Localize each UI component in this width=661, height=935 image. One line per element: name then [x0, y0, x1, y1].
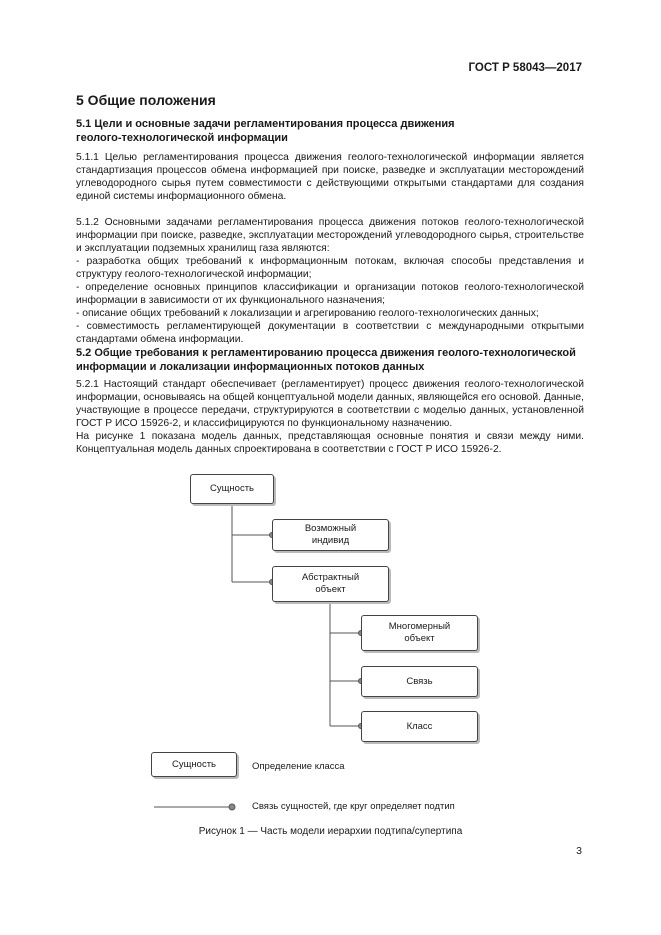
legend-entity-box: Сущность — [151, 752, 237, 777]
legend-connector-dot — [229, 804, 235, 810]
section-5-title: 5 Общие положения — [76, 92, 216, 108]
paragraph-5-1-1-text: 5.1.1 Целью регламентирования процесса движения геолого-технологической информации является стандартизация процессов обмена информацией при поиске, разведке и эксплуатации месторождений углеводородного сырья путем совместимости с действующими открытыми стандартами для создания единой системы информационного обмена. — [76, 152, 584, 202]
paragraph-figure-ref: На рисунке 1 показана модель данных, представляющая основные понятия и связи между ними. Концептуальная модель данных спроектирована в соответствии с ГОСТ Р ИСО 15926-2. — [76, 431, 584, 455]
paragraph-5-2-1: 5.2.1 Настоящий стандарт обеспечивает (регламентирует) процесс движения геолого-технологической информации, основываясь на общей концептуальной модели данных, являющейся его основой. Данные, участвующие в процессе передачи, структурируются в соответствии с моделью данных, установленной ГОСТ Р ИСО 15926-2, и классифицируются по функциональному назначению. — [76, 379, 584, 429]
possible-individual-line2: индивид — [311, 535, 350, 546]
entity-box-possible-individual — [272, 519, 389, 551]
entity-box-abstract-object — [272, 566, 389, 602]
figure-caption: Рисунок 1 — Часть модели иерархии подтипа/супертипа — [198, 826, 463, 837]
legend-connector-description: Связь сущностей, где круг определяет подтип — [252, 801, 455, 812]
multi-object-line2: объект — [404, 633, 435, 644]
multi-object-line1: Многомерный — [388, 621, 451, 632]
abstract-object-line1: Абстрактный — [301, 572, 360, 583]
section-5-2-title-line2: информации и локализации информационных потоков данных — [76, 361, 425, 373]
bullet-3: - описание общих требований к локализации и агрегированию геолого-технологических данных; — [76, 308, 539, 319]
paragraph-5-1-2: 5.1.2 Основными задачами регламентирования процесса движения потоков геолого-технологической информации при поиске, разведке, эксплуатации месторождений углеводородного сырья, строительстве и эксплуатации подземных хранилищ газа являются: — [76, 217, 584, 254]
section-5-2-title-line1: 5.2 Общие требования к регламентированию процесса движения геолого-технологической — [76, 347, 576, 359]
entity-box-relation: Связь — [361, 666, 478, 697]
legend-entity-description: Определение класса — [252, 761, 345, 772]
bullet-2: - определение основных принципов классификации и организации потоков геолого-технологической информации в зависимости от их функционального назначения; — [76, 282, 584, 306]
section-5-1-title-line2: геолого-технологической информации — [76, 132, 288, 144]
standard-header: ГОСТ Р 58043—2017 — [468, 62, 582, 74]
possible-individual-line1: Возможный — [304, 523, 357, 534]
bullet-1: - разработка общих требований к информационным потокам, включая способы представления и структуру геолого-технологической информации; — [76, 256, 584, 280]
abstract-object-line2: объект — [315, 584, 346, 595]
section-5-1-title-line1: 5.1 Цели и основные задачи регламентирования процесса движения — [76, 118, 455, 130]
bullet-4: - совместимость регламентирующей документации в соответствии с международными открытыми стандартами обмена информации. — [76, 321, 584, 345]
entity-box-class: Класс — [361, 711, 478, 742]
page-number: 3 — [576, 845, 582, 857]
entity-box-multidimensional-object — [361, 615, 478, 651]
entity-box-root: Сущность — [190, 474, 274, 504]
